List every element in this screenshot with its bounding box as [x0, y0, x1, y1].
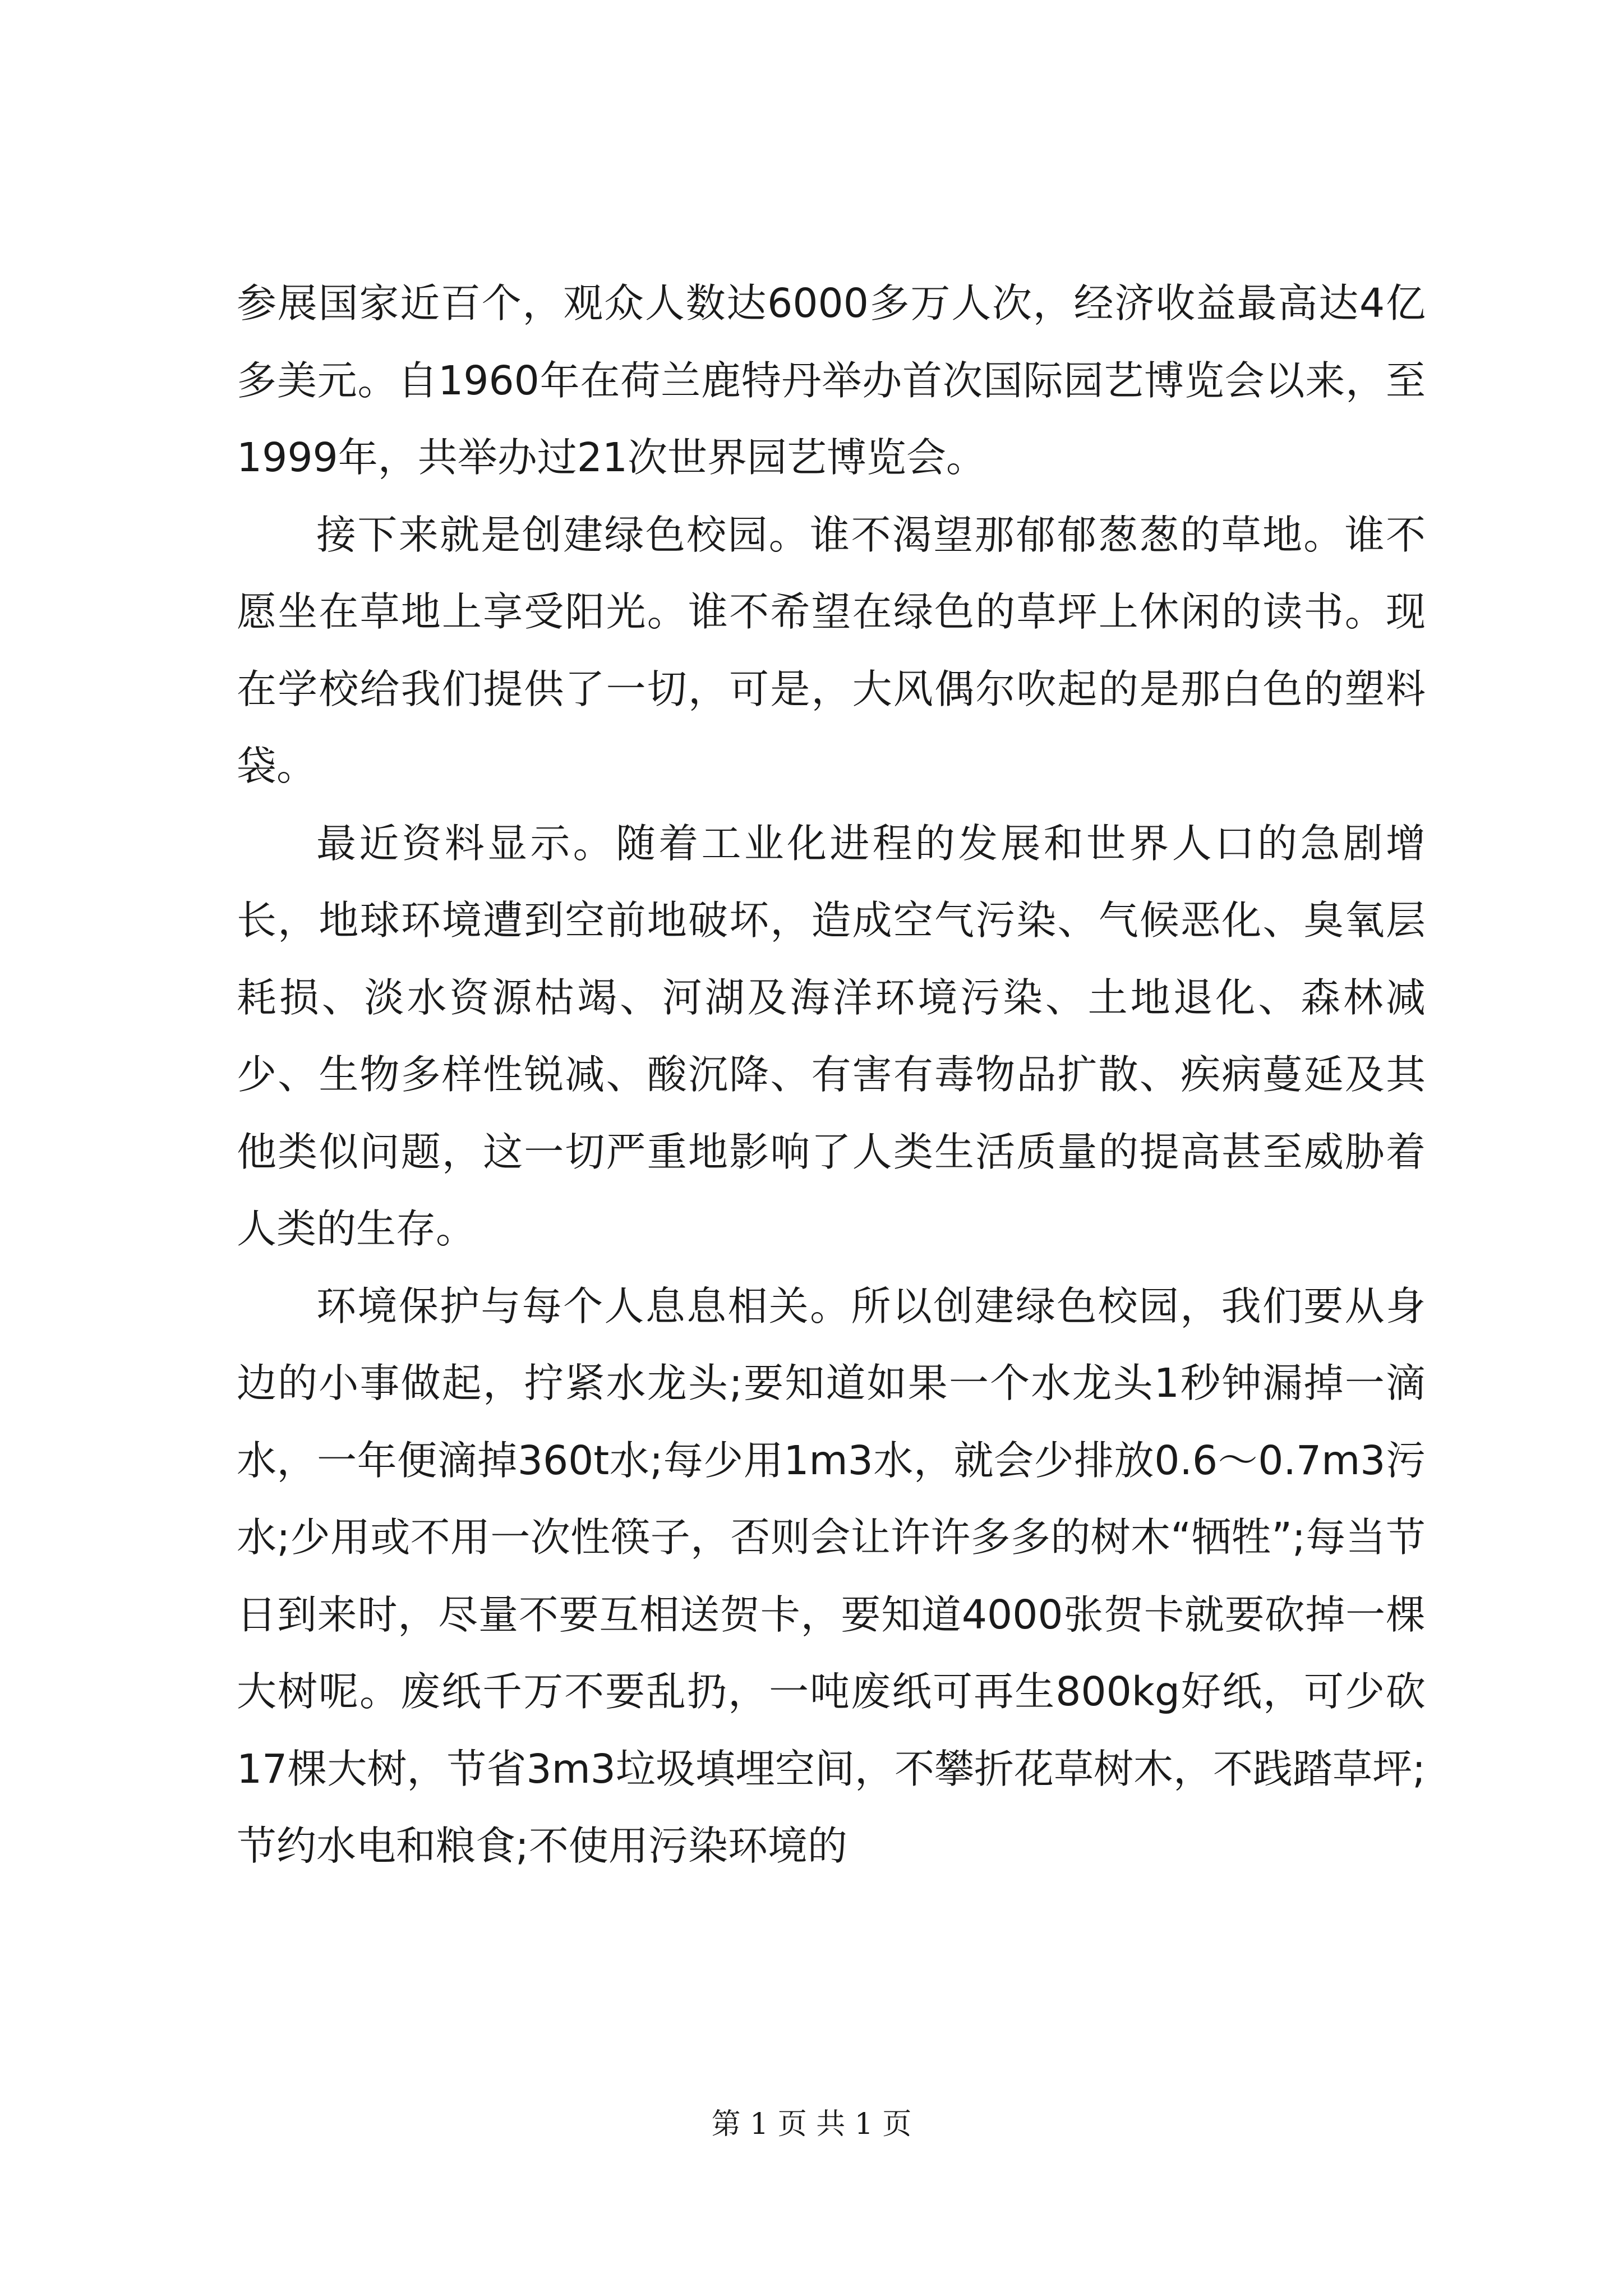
- paragraph-4: 环境保护与每个人息息相关。所以创建绿色校园，我们要从身边的小事做起，拧紧水龙头;要知道如果一个水龙头1秒钟漏掉一滴水，一年便滴掉360t水;每少用1m3水，就会少排放0.6～0.7m3污水;少用或不用一次性筷子，否则会让许许多多的树木“牺牲”;每当节日到来时，尽量不要互相送贺卡，要知道4000张贺卡就要砍掉一棵大树呢。废纸千万不要乱扔，一吨废纸可再生800kg好纸，可少砍17棵大树，节省3m3垃圾填埋空间，不攀折花草树木，不践踏草坪;节约水电和粮食;不使用污染环境的: [237, 1282, 1426, 1869]
- document-body: [237, 265, 1426, 1885]
- paragraph-1: 参展国家近百个，观众人数达6000多万人次，经济收益最高达4亿多美元。自1960年在荷兰鹿特丹举办首次国际园艺博览会以来，至1999年，共举办过21次世界园艺博览会。: [237, 280, 1426, 481]
- paragraph-2: 接下来就是创建绿色校园。谁不渴望那郁郁葱葱的草地。谁不愿坐在草地上享受阳光。谁不希望在绿色的草坪上休闲的读书。现在学校给我们提供了一切，可是，大风偶尔吹起的是那白色的塑料袋。: [237, 511, 1426, 789]
- paragraph-3: 最近资料显示。随着工业化进程的发展和世界人口的急剧增长，地球环境遭到空前地破坏，造成空气污染、气候恶化、臭氧层耗损、淡水资源枯竭、河湖及海洋环境污染、土地退化、森林减少、生物多样性锐减、酸沉降、有害有毒物品扩散、疾病蔓延及其他类似问题，这一切严重地影响了人类生活质量的提高甚至威胁着人类的生存。: [237, 820, 1426, 1252]
- page-footer: 第 1 页 共 1 页: [711, 2108, 912, 2141]
